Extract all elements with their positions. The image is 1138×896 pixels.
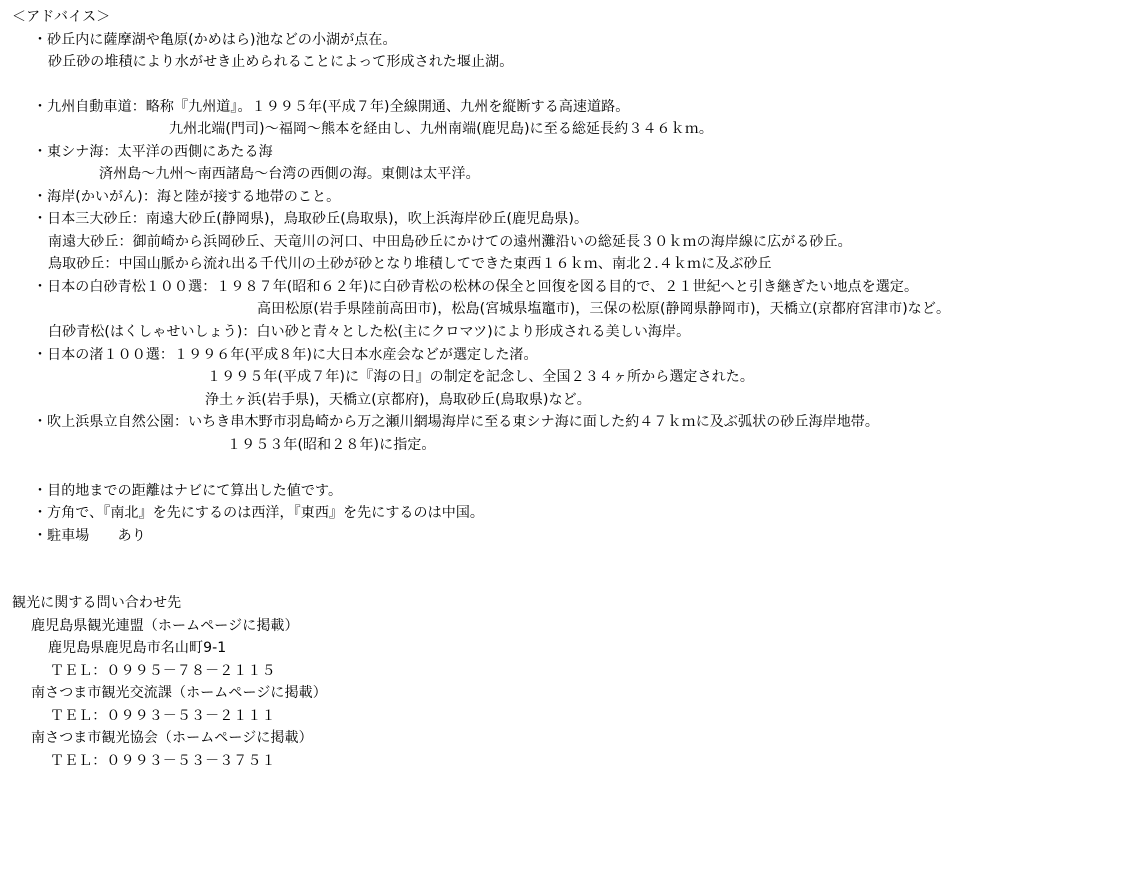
advice-line: ・砂丘内に薩摩湖や亀原(かめはら)池などの小湖が点在。	[33, 32, 397, 48]
advice-line: 浄土ヶ浜(岩手県)，天橋立(京都府)，鳥取砂丘(鳥取県)など。	[205, 392, 591, 408]
contact-line: 南さつま市観光交流課（ホームページに掲載）	[31, 685, 327, 701]
contact-line: ＴＥＬ：０９９３－５３－３７５１	[50, 753, 276, 769]
advice-line: 鳥取砂丘：中国山脈から流れ出る千代川の土砂が砂となり堆積してできた東西１６ｋｍ、南北２.４ｋｍに及ぶ砂丘	[48, 256, 772, 272]
contact-line: 南さつま市観光協会（ホームページに掲載）	[31, 730, 313, 746]
advice-line: 白砂青松(はくしゃせいしょう)：白い砂と青々とした松(主にクロマツ)により形成される美しい海岸。	[48, 324, 691, 340]
contact-line: 鹿児島県観光連盟（ホームページに掲載）	[31, 618, 299, 634]
advice-line: １９９５年(平成７年)に『海の日』の制定を記念し、全国２３４ヶ所から選定された。	[207, 369, 754, 385]
contact-line: ＴＥＬ：０９９５－７８－２１１５	[50, 663, 276, 679]
advice-line: 砂丘砂の堆積により水がせき止められることによって形成された堰止湖。	[48, 54, 514, 70]
advice-line: ・日本の渚１００選：１９９６年(平成８年)に大日本水産会などが選定した渚。	[33, 347, 538, 363]
advice-line: 済州島～九州～南西諸島～台湾の西側の海。東側は太平洋。	[99, 166, 480, 182]
advice-line: 南遠大砂丘：御前崎から浜岡砂丘、天竜川の河口、中田島砂丘にかけての遠州灘沿いの総延長３０ｋｍの海岸線に広がる砂丘。	[48, 234, 852, 250]
advice-line: 九州北端(門司)～福岡～熊本を経由し、九州南端(鹿児島)に至る総延長約３４６ｋｍ。	[169, 121, 713, 137]
advice-line: ・目的地までの距離はナビにて算出した値です。	[33, 483, 343, 499]
contact-line: ＴＥＬ：０９９３－５３－２１１１	[50, 708, 276, 724]
advice-header: ＜アドバイス＞	[12, 9, 111, 25]
advice-line: ・日本三大砂丘：南遠大砂丘(静岡県)，鳥取砂丘(鳥取県)，吹上浜海岸砂丘(鹿児島県)。	[33, 211, 589, 227]
advice-line: 高田松原(岩手県陸前高田市)，松島(宮城県塩竈市)，三保の松原(静岡県静岡市)，天橋立(京都府宮津市)など。	[257, 301, 951, 317]
advice-line: ・九州自動車道：略称『九州道』。１９９５年(平成７年)全線開通、九州を縦断する高速道路。	[33, 99, 630, 115]
advice-line: ・日本の白砂青松１００選：１９８７年(昭和６２年)に白砂青松の松林の保全と回復を図る目的で、２１世紀へと引き継ぎたい地点を選定。	[33, 279, 919, 295]
advice-line: １９５３年(昭和２８年)に指定。	[227, 437, 436, 453]
contacts-header: 観光に関する問い合わせ先	[12, 595, 182, 611]
contact-line: 鹿児島県鹿児島市名山町9-1	[48, 640, 227, 656]
advice-line: ・東シナ海：太平洋の西側にあたる海	[33, 144, 273, 160]
advice-line: ・海岸(かいがん)：海と陸が接する地帯のこと。	[33, 189, 341, 205]
advice-line: ・方角で、『南北』を先にするのは西洋，『東西』を先にするのは中国。	[33, 505, 485, 521]
advice-line: ・吹上浜県立自然公園：いちき串木野市羽島崎から万之瀬川網場海岸に至る東シナ海に面した約４７ｋｍに及ぶ弧状の砂丘海岸地帯。	[33, 414, 879, 430]
advice-line: ・駐車場 あり	[33, 528, 146, 544]
